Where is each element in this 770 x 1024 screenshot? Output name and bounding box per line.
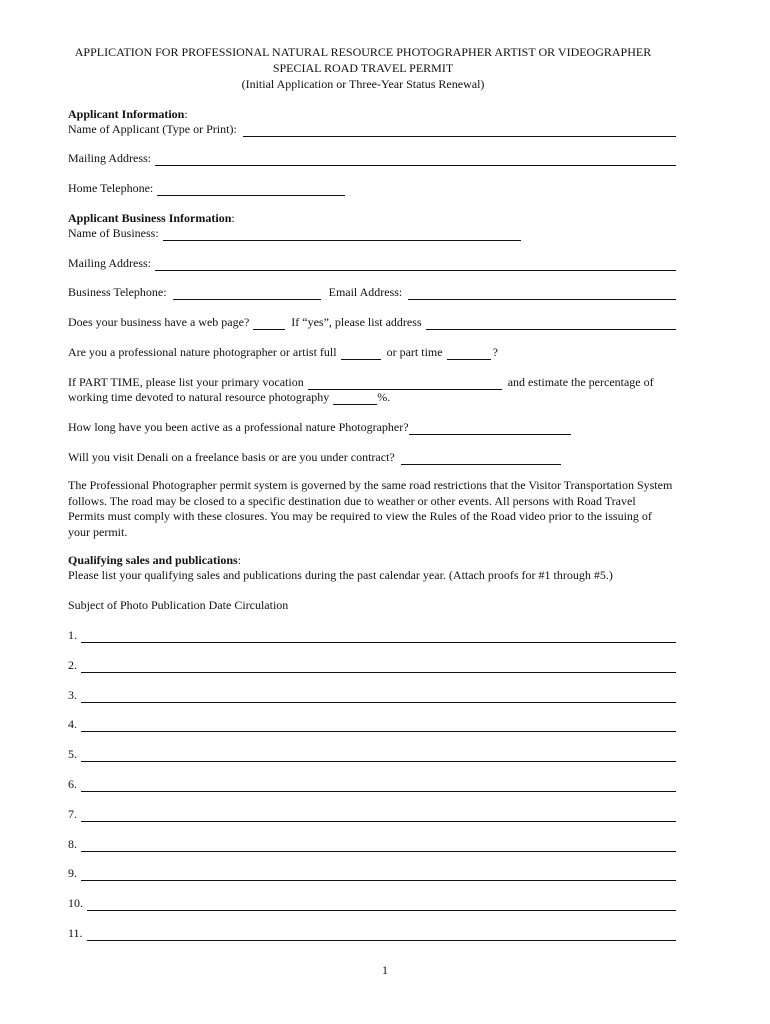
road-restrictions-paragraph: The Professional Photographer permit system is governed by the same road restrictions that the Visitor Transportation System follows. The road may be closed to a specific destination due to weather or other events. All persons with Road Travel Permits must comply with these closures. You may be required to view the Rules of the Road video prior to the issuing of your permit. [68,478,673,539]
applicant-name-label: Name of Applicant (Type or Print): [68,122,237,136]
qualifying-line-row [68,837,678,852]
qualifying-line-number: 4. [68,717,77,732]
webpage-question: Does your business have a web page? [68,315,250,329]
home-phone-label: Home Telephone: [68,181,154,195]
qualifying-columns-label: Subject of Photo Publication Date Circulation [68,598,289,612]
business-name-field[interactable] [163,228,521,241]
business-phone-field[interactable] [173,287,321,300]
business-email-field[interactable] [408,287,676,300]
business-mailing-label: Mailing Address: [68,256,151,270]
applicant-name-row [68,122,678,137]
qualifying-line-field[interactable] [81,660,676,673]
business-mailing-row [68,256,678,271]
qualifying-line-number: 11. [68,926,83,940]
qualifying-line-field[interactable] [81,749,676,762]
qualifying-line-row [68,747,678,762]
applicant-name-field[interactable] [243,124,676,137]
business-phone-label: Business Telephone: [68,285,167,299]
vocation-question: If PART TIME, please list your primary vocation [68,375,304,389]
percent-sign: %. [377,390,391,404]
qualifying-line-field[interactable] [81,630,676,643]
qualifying-line-number: 7. [68,806,77,821]
qualifying-line-number: 3. [68,687,77,702]
parttime-question-mark: ? [492,345,498,359]
qualifying-line-number: 10. [68,896,83,911]
vocation-row [68,375,678,390]
vocation-question-cont: and estimate the percentage of [507,375,654,389]
form-subtitle: SPECIAL ROAD TRAVEL PERMIT [272,61,454,75]
freelance-row [68,450,678,465]
qualifying-line-field[interactable] [81,839,676,852]
page-number: 1 [382,963,388,977]
qualifying-line-number: 9. [68,866,77,881]
applicant-section-title: Applicant Information: [68,107,188,121]
percentage-row [68,390,678,405]
active-question: How long have you been active as a professional nature Photographer? [68,420,409,434]
fulltime-row [68,345,678,360]
qualifying-line-row [68,866,678,881]
qualifying-line-row [68,777,678,792]
webpage-if-label: If “yes”, please list address [291,315,422,329]
active-field[interactable] [409,422,571,435]
qualifying-line-number: 5. [68,747,77,762]
qualifying-line-number: 1. [68,628,77,642]
qualifying-line-row [68,717,678,732]
business-section-title: Applicant Business Information: [68,211,235,225]
webpage-row [68,315,678,330]
webpage-address-field[interactable] [426,317,676,330]
home-phone-field[interactable] [157,183,345,196]
qualifying-line-field[interactable] [81,690,676,703]
form-header [58,44,668,92]
business-contact-row [68,285,678,300]
business-mailing-field[interactable] [155,258,676,271]
form-title: APPLICATION FOR PROFESSIONAL NATURAL RESOURCE PHOTOGRAPHER ARTIST OR VIDEOGRAPHER [74,45,652,59]
form-subtitle-note: (Initial Application or Three-Year Status Renewal) [241,77,485,91]
business-email-label: Email Address: [328,285,403,299]
parttime-field[interactable] [447,347,491,360]
qualifying-line-row [68,628,678,643]
qualifying-instructions: Please list your qualifying sales and publications during the past calendar year. (Attach proofs for #1 through #5.) [68,568,613,582]
webpage-answer-field[interactable] [253,317,285,330]
freelance-question: Will you visit Denali on a freelance basis or are you under contract? [68,450,395,464]
applicant-mailing-row [68,151,678,166]
qualifying-line-field[interactable] [87,928,676,941]
active-row [68,420,678,435]
fulltime-question: Are you a professional nature photographer or artist full [68,345,337,359]
applicant-mailing-field[interactable] [155,153,676,166]
qualifying-line-row [68,658,678,673]
qualifying-line-field[interactable] [81,779,676,792]
qualifying-line-field[interactable] [81,868,676,881]
percentage-question: working time devoted to natural resource photography [68,390,330,404]
qualifying-line-field[interactable] [87,898,676,911]
qualifying-line-row [68,896,678,911]
qualifying-line-field[interactable] [81,809,676,822]
qualifying-section-title: Qualifying sales and publications: [68,553,242,567]
qualifying-line-row [68,688,678,703]
qualifying-line-number: 2. [68,657,77,672]
freelance-field[interactable] [401,452,561,465]
applicant-mailing-label: Mailing Address: [68,151,151,165]
fulltime-field[interactable] [341,347,381,360]
qualifying-line-number: 6. [68,777,77,791]
qualifying-line-number: 8. [68,836,77,851]
qualifying-line-row [68,807,678,822]
home-phone-row [68,181,678,196]
percentage-field[interactable] [333,392,377,405]
business-name-label: Name of Business: [68,226,159,240]
parttime-label: or part time [386,345,443,359]
qualifying-line-field[interactable] [81,719,676,732]
vocation-field[interactable] [308,377,502,390]
business-name-row [68,226,678,241]
qualifying-line-row [68,926,678,941]
